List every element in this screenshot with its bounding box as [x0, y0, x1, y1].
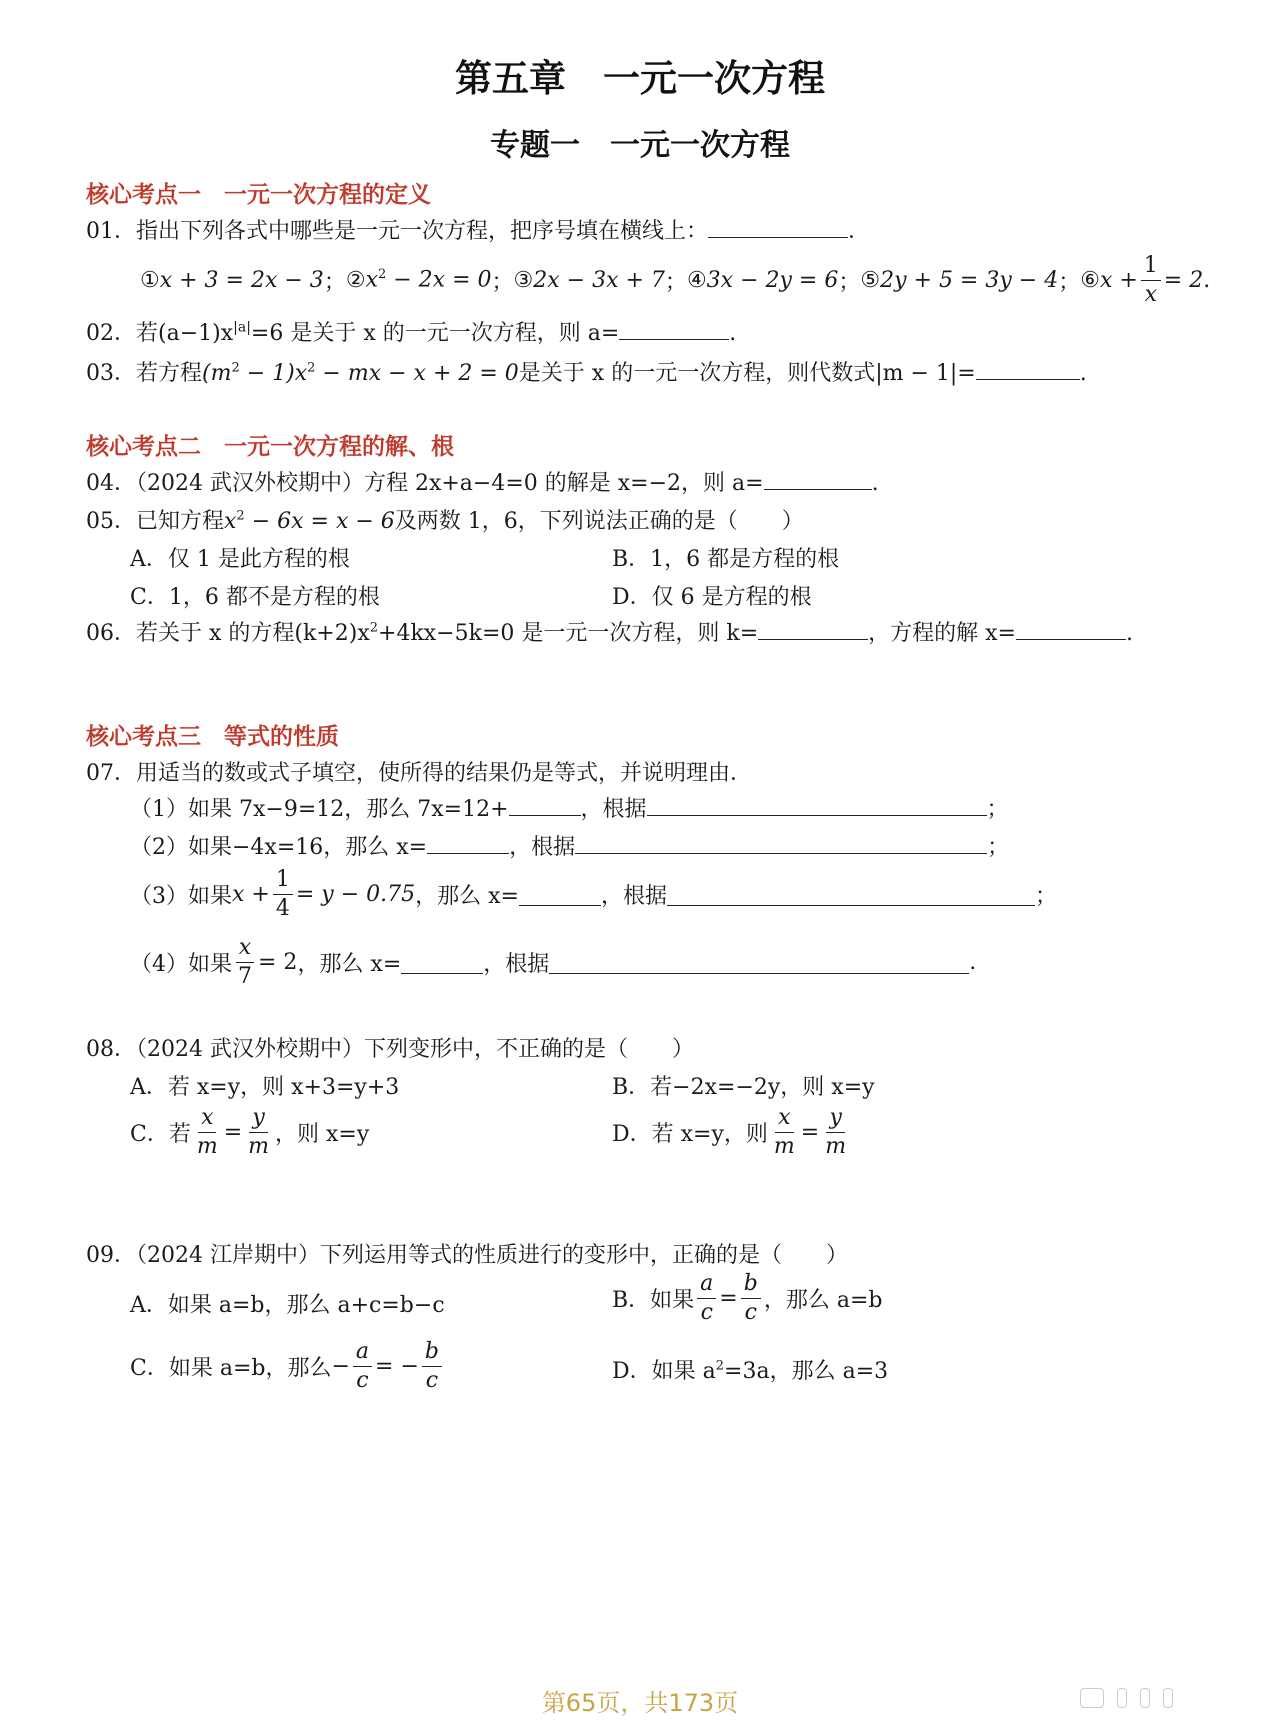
question-07: 07．用适当的数或式子填空，使所得的结果仍是等式，并说明理由．: [86, 761, 752, 786]
equation-3: 2x − 3x + 7: [533, 267, 665, 293]
page-counter: 第65页，共173页: [541, 1689, 739, 1717]
question-07-part-1: （1）如果 7x−9=12，那么 7x=12+ ，根据 ；: [130, 792, 1009, 823]
equation-1: x + 3 = 2x − 3: [159, 267, 324, 293]
question-09-option-c[interactable]: C．如果 a=b，那么 − $\frac{a}{c}$ = − $\frac{b}{c}$: [130, 1338, 445, 1394]
answer-blank[interactable]: [708, 215, 848, 238]
answer-blank[interactable]: [427, 831, 509, 854]
question-08-option-d[interactable]: D．若 x=y，则 $\frac{x}{m}$ = $\frac{y}{m}$: [612, 1104, 847, 1159]
question-04: 04．（2024 武汉外校期中）方程 2x+a−4=0 的解是 x=−2，则 a= .: [86, 466, 879, 497]
question-01: 01．指出下列各式中哪些是一元一次方程，把序号填在横线上： ．: [86, 214, 870, 245]
question-05-option-a[interactable]: A．仅 1 是此方程的根: [130, 547, 350, 572]
question-05-option-d[interactable]: D．仅 6 是方程的根: [612, 585, 812, 610]
equation-2: $x^2 - 2x = 0$: [365, 267, 492, 293]
reason-blank[interactable]: [667, 883, 1035, 906]
topic-title: 专题一 一元一次方程: [490, 128, 790, 163]
bar-icon: [1140, 1688, 1150, 1708]
question-02: 02．若$(a-1)x^{|a|}=6$ 是关于 x 的一元一次方程，则 a= .: [86, 316, 736, 347]
question-07-part-2: （2）如果−4x=16，那么 x= ，根据 ；: [130, 830, 1009, 861]
question-09: 09．（2024 江岸期中）下列运用等式的性质进行的变形中，正确的是（ ）: [86, 1243, 848, 1268]
section-title-1: 核心考点一 一元一次方程的定义: [86, 182, 431, 208]
answer-blank[interactable]: [619, 317, 729, 340]
answer-blank[interactable]: [976, 357, 1080, 380]
question-03: 03．若方程$(m^2 - 1)x^2$ − mx − x + 2 = 0是关于 x 的一元一次方程，则代数式|m − 1|= .: [86, 356, 1087, 387]
question-09-option-b[interactable]: B．如果 $\frac{a}{c}$ = $\frac{b}{c}$ ，那么 a=b: [612, 1270, 883, 1325]
section-title-3: 核心考点三 等式的性质: [86, 724, 339, 750]
circled-number-2: ②: [345, 267, 366, 293]
reason-blank[interactable]: [549, 951, 969, 974]
question-07-part-4: （4）如果 $\frac{x}{7}$ = 2 ，那么 x= ，根据 .: [130, 934, 977, 989]
equation-5: 2y + 5 = 3y − 4: [880, 267, 1059, 293]
chapter-title: 第五章 一元一次方程: [455, 57, 825, 100]
question-06: 06．若关于 x 的方程$(k+2)x^2+4kx-5k=0$ 是一元一次方程，则 k= ，方程的解 x= .: [86, 616, 1133, 647]
question-05-option-c[interactable]: C．1，6 都不是方程的根: [130, 585, 380, 610]
circled-number-5: ⑤: [860, 267, 881, 293]
answer-blank-x[interactable]: [1016, 617, 1126, 640]
answer-blank-k[interactable]: [758, 617, 868, 640]
answer-blank[interactable]: [519, 883, 601, 906]
circled-number-4: ④: [686, 267, 707, 293]
section-title-2: 核心考点二 一元一次方程的解、根: [86, 434, 454, 460]
question-08-option-b[interactable]: B．若−2x=−2y，则 x=y: [612, 1075, 875, 1100]
bar-icon: [1117, 1688, 1127, 1708]
question-01-stem: 01．指出下列各式中哪些是一元一次方程，把序号填在横线上：: [86, 219, 708, 244]
question-07-part-3: （3）如果 x + $\frac{1}{4}$ = y − 0.75 ，那么 x= ，根据 ；: [130, 866, 1057, 921]
answer-blank[interactable]: [764, 467, 872, 490]
reason-blank[interactable]: [575, 831, 987, 854]
question-05: 05．已知方程$x^2 - 6x = x - 6$及两数 1，6，下列说法正确的是（ ）: [86, 508, 804, 534]
question-08-option-a[interactable]: A．若 x=y，则 x+3=y+3: [130, 1075, 400, 1100]
question-05-option-b[interactable]: B．1，6 都是方程的根: [612, 547, 840, 572]
circled-number-6: ⑥: [1080, 267, 1100, 293]
bar-icon: [1163, 1688, 1173, 1708]
question-09-option-a[interactable]: A．如果 a=b，那么 a+c=b−c: [130, 1293, 445, 1318]
question-01-equations: ① x + 3 = 2x − 3 ； ② $x^2 - 2x = 0$ ； ③ 2x − 3x + 7 ； ④ 3x − 2y = 6 ； ⑤ 2y + 5 = 3y − 4 ； ⑥ x + $\frac{1}{x}$ = 2 .: [140, 252, 1211, 307]
question-09-option-d[interactable]: D．如果 $a^2=3a$，那么 a=3: [612, 1358, 889, 1384]
equation-6: x + $\frac{1}{x}$ = 2: [1099, 252, 1204, 307]
window-icon: [1080, 1688, 1104, 1708]
answer-blank[interactable]: [509, 793, 581, 816]
answer-blank[interactable]: [401, 951, 483, 974]
question-08-option-c[interactable]: C．若 $\frac{x}{m}$ = $\frac{y}{m}$ ，则 x=y: [130, 1104, 370, 1159]
circled-number-3: ③: [513, 267, 534, 293]
equation-4: 3x − 2y = 6: [706, 267, 839, 293]
reason-blank[interactable]: [647, 793, 987, 816]
toolbar-icons: [1080, 1688, 1250, 1712]
question-08: 08．（2024 武汉外校期中）下列变形中，不正确的是（ ）: [86, 1037, 694, 1062]
circled-number-1: ①: [140, 267, 160, 293]
